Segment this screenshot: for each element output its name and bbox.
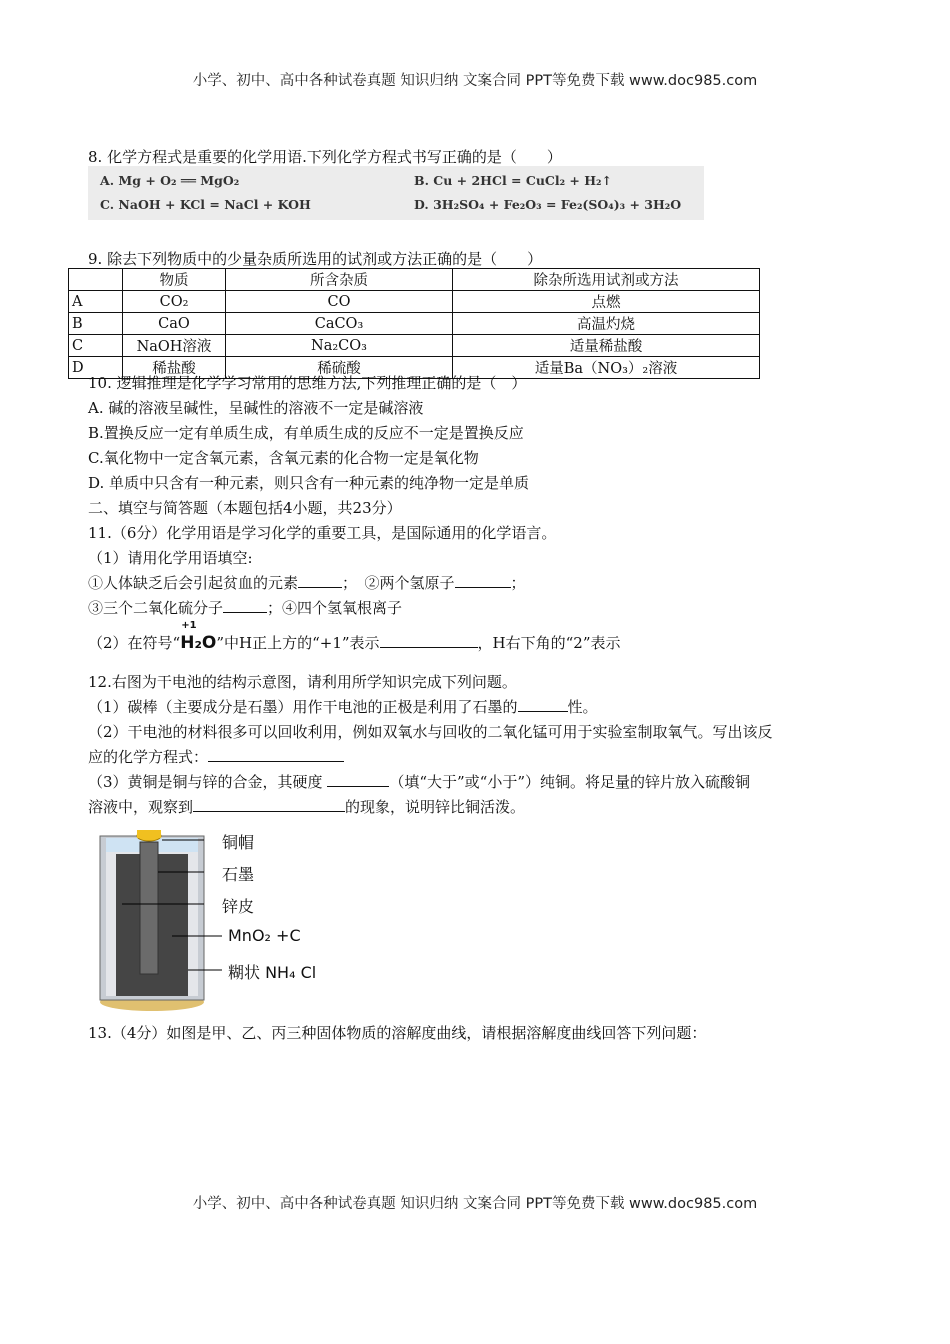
q12-part3-text-b: （填“大于”或“小于”）纯铜。将足量的锌片放入硫酸铜 [389,773,751,791]
q12-part3-text-c: 溶液中，观察到 [88,798,194,816]
label-nh4cl: 糊状 NH₄ Cl [228,963,317,982]
label-mno2: MnO₂ +C [228,926,301,945]
valence-label: +1 [181,620,197,631]
q11-line1 [88,572,526,593]
answer-blank[interactable] [327,772,389,787]
table-row [69,291,760,313]
q13-stem: 13.（4分）如图是甲、乙、丙三种固体物质的溶解度曲线，请根据溶解度曲线回答下列问题： [88,1024,707,1042]
q8-option-c: C. NaOH + KCl = NaCl + KOH [100,197,311,212]
table-cell: CaCO₃ [226,313,453,335]
q10-option-c: C.氧化物中一定含氧元素，含氧元素的化合物一定是氧化物 [88,449,479,467]
table-cell: 高温灼烧 [453,313,760,335]
q12-part2-cont [88,746,344,767]
label-zinc: 锌皮 [222,897,255,916]
table-header-cell: 除杂所选用试剂或方法 [453,269,760,291]
q11-line2-text-b: ；④四个氢氧根离子 [267,599,403,617]
q12-part2: （2）干电池的材料很多可以回收利用，例如双氧水与回收的二氧化锰可用于实验室制取氧气。写出该反 [88,723,773,741]
answer-blank[interactable] [455,573,511,588]
table-cell: CaO [123,313,226,335]
q12-part2-text-b: 应的化学方程式： [88,748,209,766]
table-header-cell: 物质 [123,269,226,291]
q12-stem: 12.右图为干电池的结构示意图，请利用所学知识完成下列问题。 [88,673,517,691]
page-header: 小学、初中、高中各种试卷真题 知识归纳 文案合同 PPT等免费下载 www.doc985.com [192,73,758,89]
q8-option-b: B. Cu + 2HCl = CuCl₂ + H₂↑ [414,173,613,188]
q11-stem: 11.（6分）化学用语是学习化学的重要工具，是国际通用的化学语言。 [88,524,557,542]
table-cell: 点燃 [453,291,760,313]
q10-option-a: A. 碱的溶液呈碱性，呈碱性的溶液不一定是碱溶液 [88,399,424,417]
q10-option-b: B.置换反应一定有单质生成，有单质生成的反应不一定是置换反应 [88,424,524,442]
answer-blank[interactable] [298,573,342,588]
answer-blank[interactable] [223,598,267,613]
q9-table [68,268,760,379]
table-cell: D [69,357,123,379]
answer-blank[interactable] [208,747,344,762]
q8-stem: 8. 化学方程式是重要的化学用语.下列化学方程式书写正确的是（ ） [88,148,562,166]
q12-part3-text-a: （3）黄铜是铜与锌的合金，其硬度 [88,773,323,791]
q12-part3-cont [88,796,525,817]
section-heading: 二、填空与简答题（本题包括4小题，共23分） [88,499,402,517]
answer-blank[interactable] [518,697,568,712]
q11-line1-text-b: ； ②两个氢原子 [342,574,455,592]
q11-line1-text-c: ； [510,574,526,592]
table-cell: A [69,291,123,313]
table-cell: B [69,313,123,335]
q11-part2-text-c: ，H右下角的“2”表示 [477,634,621,652]
q11-part2-text-b: ”中H正上方的“+1”表示 [216,634,380,652]
table-header-row [69,269,760,291]
q12-part1-text-a: （1）碳棒（主要成分是石墨）用作干电池的正极是利用了石墨的 [88,698,518,716]
table-cell: CO₂ [123,291,226,313]
table-row [69,335,760,357]
q11-part2 [88,620,621,653]
table-cell: C [69,335,123,357]
q12-part3 [88,771,750,792]
table-cell: 稀硫酸 [226,357,453,379]
table-header-cell [69,269,123,291]
graphite-rod [140,842,158,974]
water-symbol [180,620,217,653]
q10-stem: 10. 逻辑推理是化学学习常用的思维方法,下列推理正确的是（ ） [88,374,527,392]
table-cell: NaOH溶液 [123,335,226,357]
page-footer: 小学、初中、高中各种试卷真题 知识归纳 文案合同 PPT等免费下载 www.doc985.com [192,1196,758,1212]
table-header-cell: 所含杂质 [226,269,453,291]
q12-part3-text-d: 的现象，说明锌比铜活泼。 [345,798,526,816]
q8-options-image [88,166,704,220]
q11-line2-text-a: ③三个二氧化硫分子 [88,599,224,617]
q12-part1-text-b: 性。 [567,698,598,716]
q11-line2 [88,597,402,618]
formula-label: H₂O [180,633,217,653]
q11-line1-text-a: ①人体缺乏后会引起贫血的元素 [88,574,299,592]
answer-blank[interactable] [380,633,478,648]
table-cell: 适量Ba（NO₃）₂溶液 [453,357,760,379]
q8-option-d: D. 3H₂SO₄ + Fe₂O₃ = Fe₂(SO₄)₃ + 3H₂O [414,197,682,212]
answer-blank[interactable] [193,797,345,812]
copper-cap-top [137,830,161,838]
q11-part1: （1）请用化学用语填空: [88,549,253,567]
battery-diagram [92,824,332,1016]
q12-part1 [88,696,598,717]
table-cell: CO [226,291,453,313]
table-cell: 稀盐酸 [123,357,226,379]
label-graphite: 石墨 [222,865,255,884]
q11-part2-text-a: （2）在符号“ [88,634,181,652]
q10-option-d: D. 单质中只含有一种元素，则只含有一种元素的纯净物一定是单质 [88,474,530,492]
table-cell: 适量稀盐酸 [453,335,760,357]
q9-stem: 9. 除去下列物质中的少量杂质所选用的试剂或方法正确的是（ ） [88,250,543,268]
label-copper-cap: 铜帽 [222,833,255,852]
q8-option-a: A. Mg + O₂ ══ MgO₂ [100,173,240,188]
table-row [69,313,760,335]
table-cell: Na₂CO₃ [226,335,453,357]
